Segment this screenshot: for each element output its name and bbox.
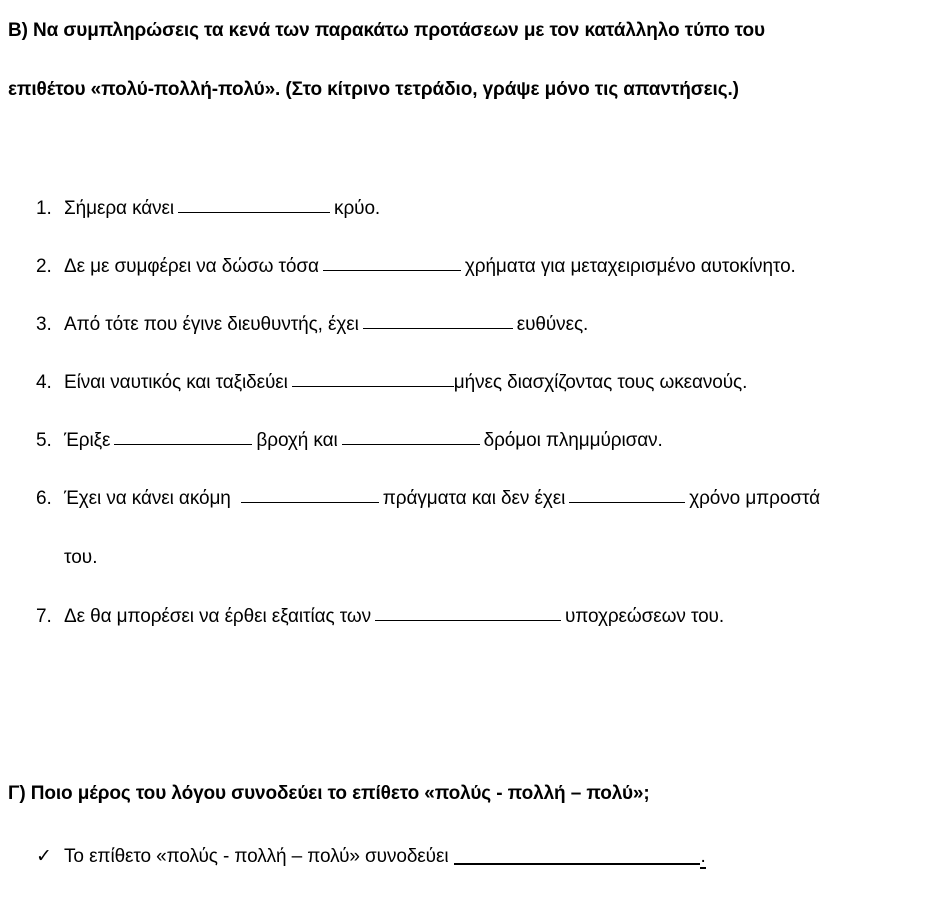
item-number: 5. (36, 430, 52, 451)
fill-blank[interactable] (342, 443, 480, 445)
fill-blank[interactable] (241, 501, 379, 503)
item-text: χρήματα για μεταχειρισμένο αυτοκίνητο. (464, 256, 796, 277)
section-b-heading-line-1: Β) Να συμπληρώσεις τα κενά των παρακάτω προτάσεων με τον κατάλληλο τύπο του (8, 20, 765, 41)
section-b-heading-line-2: επιθέτου «πολύ-πολλή-πολύ». (Στο κίτρινο τετράδιο, γράψε μόνο τις απαντήσεις.) (8, 79, 739, 100)
exercise-item-1 (36, 198, 380, 220)
fill-blank[interactable] (363, 327, 513, 329)
exercise-item-3 (36, 314, 588, 336)
item-text: Δε με συμφέρει να δώσω τόσα (64, 256, 319, 277)
exercise-item-5 (36, 430, 663, 452)
answer-blank[interactable] (454, 845, 700, 865)
section-c-heading: Γ) Ποιο μέρος του λόγου συνοδεύει το επίθετο «πολύς - πολλή – πολύ»; (8, 783, 650, 804)
item-text: μήνες διασχίζοντας τους ωκεανούς. (453, 372, 748, 393)
exercise-item-7 (36, 606, 724, 628)
item-text: δρόμοι πλημμύρισαν. (483, 430, 663, 451)
item-number: 1. (36, 198, 52, 219)
item-text: ευθύνες. (516, 314, 589, 335)
end-period: . (700, 846, 706, 867)
fill-blank[interactable] (323, 269, 461, 271)
item-number: 2. (36, 256, 52, 277)
section-c-statement (36, 842, 706, 868)
fill-blank[interactable] (375, 619, 561, 621)
item-text: Σήμερα κάνει (64, 198, 175, 219)
fill-blank[interactable] (114, 443, 252, 445)
exercise-item-2 (36, 256, 796, 278)
fill-blank[interactable] (178, 211, 330, 213)
exercise-item-6 (36, 488, 820, 510)
exercise-item-4 (36, 372, 747, 394)
item-text: κρύο. (334, 198, 381, 219)
item-text: χρόνο μπροστά (689, 488, 820, 509)
item-text: Είναι ναυτικός και ταξιδεύει (64, 372, 288, 393)
item-number: 3. (36, 314, 52, 335)
item-number: 7. (36, 606, 52, 627)
exercise-item-6-continuation: του. (64, 547, 98, 568)
statement-text: Το επίθετο «πολύς - πολλή – πολύ» συνοδεύει (64, 846, 449, 867)
checkmark-icon: ✓ (36, 846, 52, 867)
item-text: υποχρεώσεων του. (564, 606, 725, 627)
fill-blank[interactable] (569, 501, 685, 503)
item-text: πράγματα και δεν έχει (382, 488, 566, 509)
item-text: Δε θα μπορέσει να έρθει εξαιτίας των (64, 606, 371, 627)
item-text: Από τότε που έγινε διευθυντής, έχει (64, 314, 359, 335)
item-text: βροχή και (256, 430, 338, 451)
item-number: 6. (36, 488, 52, 509)
item-text: Έριξε (64, 430, 111, 451)
item-number: 4. (36, 372, 52, 393)
item-text: Έχει να κάνει ακόμη (64, 488, 231, 509)
fill-blank[interactable] (292, 385, 454, 387)
